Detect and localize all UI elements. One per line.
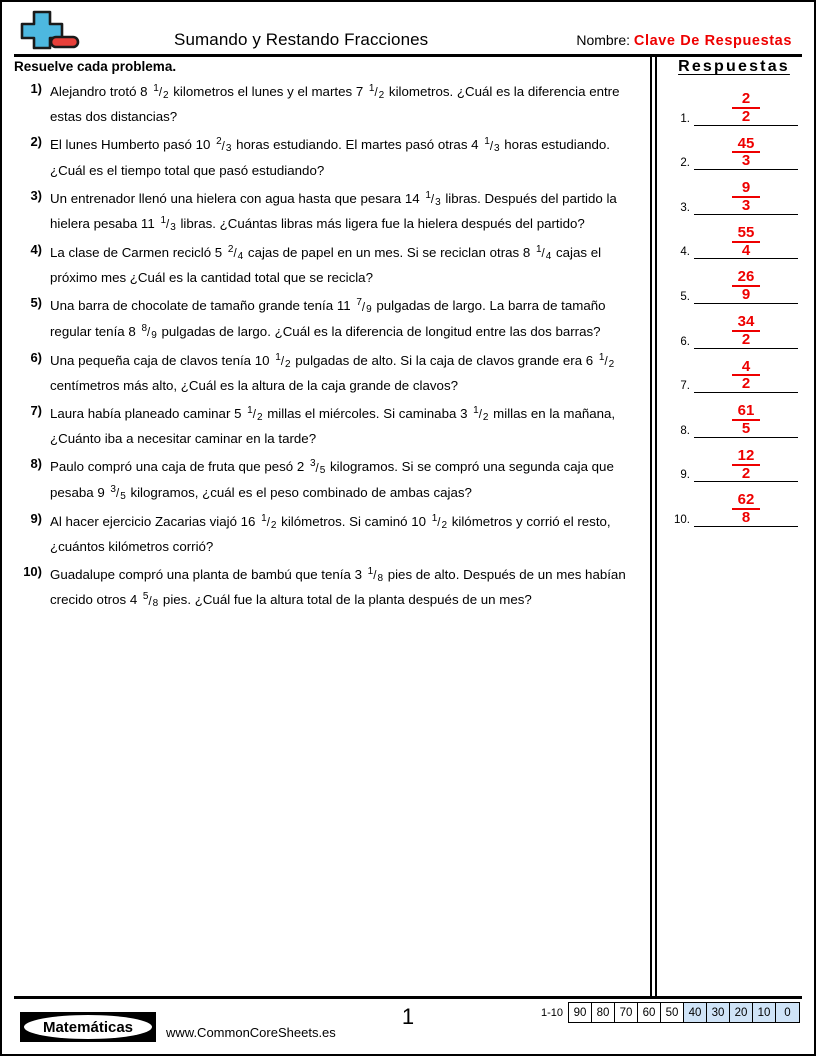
fraction: $^2$/3 — [216, 136, 232, 155]
answers-column — [658, 57, 814, 996]
score-cell[interactable]: 90 — [569, 1003, 592, 1022]
answer-index: 8. — [680, 424, 690, 437]
problem-text: Laura había planeado caminar 5 $^1$/2 millas el miércoles. Si caminaba 3 $^1$/2 millas en la mañana, ¿Cuánto iba a necesitar caminar en la tarde? — [50, 405, 616, 447]
problem-item — [14, 133, 640, 182]
answer-value — [694, 314, 798, 348]
fraction: $^1$/4 — [535, 244, 552, 263]
column-divider — [650, 57, 658, 996]
problem-item — [14, 241, 640, 290]
answer-denominator: 3 — [741, 152, 751, 170]
name-field — [576, 32, 800, 52]
score-cell[interactable]: 70 — [615, 1003, 638, 1022]
answer-list — [666, 81, 802, 527]
problem-number: 1) — [30, 81, 42, 96]
problem-number: 10) — [23, 564, 42, 580]
website-url: www.CommonCoreSheets.es — [166, 1024, 336, 1040]
plus-minus-icon — [16, 8, 82, 52]
problems-column — [2, 57, 650, 996]
answer-index: 9. — [680, 469, 690, 482]
fraction: $^1$/2 — [247, 405, 263, 424]
answer-value — [694, 492, 798, 526]
score-cell[interactable]: 20 — [730, 1003, 753, 1022]
problem-item — [14, 187, 640, 237]
answer-numerator: 61 — [732, 403, 760, 421]
problem-number: 4) — [30, 242, 42, 258]
fraction: $^1$/3 — [160, 214, 176, 233]
score-cell[interactable]: 40 — [684, 1003, 707, 1022]
answer-numerator: 2 — [732, 91, 760, 109]
problem-number: 8) — [30, 456, 42, 472]
problem-item — [14, 563, 640, 613]
score-cell[interactable]: 30 — [707, 1003, 730, 1022]
page-header — [2, 2, 814, 54]
answer-index: 3. — [680, 201, 690, 214]
name-value: Clave De Respuestas — [633, 33, 792, 49]
problem-item — [14, 402, 640, 451]
answer-value — [694, 136, 798, 170]
answer-row — [666, 259, 802, 304]
problem-number: 5) — [30, 295, 42, 311]
answer-value — [694, 91, 798, 125]
answer-row — [666, 304, 802, 349]
fraction: $^3$/5 — [110, 483, 126, 502]
answer-denominator: 2 — [741, 107, 751, 125]
fraction: $^8$/9 — [141, 322, 157, 341]
score-cell[interactable]: 60 — [638, 1003, 661, 1022]
problem-text: Guadalupe compró una planta de bambú que tenía 3 $^1$/8 pies de alto. Después de un mes habían crecido otros 4 $^5$/8 pies. ¿Cuál fue la altura total de la planta después de un mes? — [50, 566, 626, 610]
instructions: Resuelve cada problema. — [14, 59, 177, 74]
answer-denominator: 9 — [741, 286, 751, 304]
fraction: $^1$/3 — [425, 189, 441, 208]
problem-number: 3) — [30, 187, 42, 203]
answer-denominator: 2 — [741, 375, 751, 393]
score-cell[interactable]: 80 — [592, 1003, 615, 1022]
answer-value — [694, 403, 798, 437]
fraction: $^3$/5 — [309, 458, 326, 477]
answer-index: 4. — [680, 246, 690, 259]
answer-numerator: 12 — [732, 448, 760, 466]
answer-row — [666, 170, 802, 215]
score-cell[interactable]: 10 — [753, 1003, 776, 1022]
answer-numerator: 26 — [732, 269, 760, 287]
answer-value — [694, 225, 798, 259]
answer-index: 10. — [674, 513, 690, 526]
worksheet-body — [2, 57, 814, 996]
answer-value — [694, 448, 798, 482]
answer-numerator: 4 — [732, 359, 760, 377]
page-title: Sumando y Restando Fracciones — [174, 30, 429, 49]
answer-numerator: 34 — [732, 314, 760, 332]
fraction: $^1$/8 — [367, 566, 383, 585]
problem-text: El lunes Humberto pasó 10 $^2$/3 horas estudiando. El martes pasó otras 4 $^1$/3 horas estudiando. ¿Cuál es el tiempo total que pasó estudiando? — [50, 136, 610, 178]
problem-text: Un entrenador llenó una hielera con agua hasta que pesara 14 $^1$/3 libras. Después del partido la hielera pesaba 11 $^1$/3 libras. ¿Cuántas libras más ligera fue la hielera después del partido? — [50, 189, 617, 233]
name-label: Nombre: — [576, 32, 631, 48]
answer-index: 5. — [680, 290, 690, 303]
answer-row — [666, 349, 802, 394]
problem-item — [14, 349, 640, 398]
answers-title: Respuestas — [678, 58, 790, 75]
score-scale-label: 1-10 — [540, 1006, 563, 1019]
fraction: $^7$/9 — [356, 297, 372, 316]
fraction: $^1$/2 — [275, 351, 291, 370]
answer-denominator: 3 — [741, 197, 751, 215]
problem-text: Una barra de chocolate de tamaño grande tenía 11 $^7$/9 pulgadas de largo. La barra de tamaño regular tenía 8 $^8$/9 pulgadas de largo. ¿Cuál es la diferencia de longitud entre las dos barras? — [50, 297, 606, 341]
fraction: $^1$/2 — [153, 83, 169, 101]
score-cell[interactable]: 50 — [661, 1003, 684, 1022]
answer-value — [694, 269, 798, 303]
fraction: $^1$/2 — [368, 83, 385, 101]
problem-number: 9) — [30, 510, 42, 526]
fraction: $^1$/2 — [431, 512, 448, 531]
answer-value — [694, 180, 798, 214]
answer-index: 7. — [680, 380, 690, 393]
problem-item — [14, 80, 640, 129]
fraction: $^1$/2 — [261, 512, 277, 531]
answer-numerator: 45 — [732, 136, 760, 154]
problem-number: 6) — [30, 349, 42, 365]
answer-denominator: 2 — [741, 464, 751, 482]
answer-index: 2. — [680, 157, 690, 170]
answer-denominator: 4 — [741, 241, 751, 259]
answer-row — [666, 438, 802, 483]
problem-number: 2) — [30, 134, 42, 150]
answer-numerator: 9 — [732, 180, 760, 198]
problem-text: Una pequeña caja de clavos tenía 10 $^1$/2 pulgadas de alto. Si la caja de clavos grande era 6 $^1$/2 centímetros más alto, ¿Cuál es la altura de la caja grande de clavos? — [50, 351, 615, 393]
brand-logo — [20, 1012, 156, 1042]
problem-text: Alejandro trotó 8 $^1$/2 kilometros el lunes y el martes 7 $^1$/2 kilometros. ¿Cuál es la diferencia entre estas dos distancias? — [50, 83, 620, 125]
answer-row — [666, 81, 802, 126]
answer-denominator: 8 — [741, 509, 751, 527]
score-scale — [541, 1002, 800, 1023]
answer-numerator: 62 — [732, 492, 760, 510]
answer-value — [694, 359, 798, 393]
fraction: $^2$/4 — [227, 244, 244, 263]
fraction: $^1$/3 — [484, 136, 500, 155]
fraction: $^5$/8 — [142, 591, 159, 610]
problem-number: 7) — [30, 403, 42, 419]
problem-text: La clase de Carmen recicló 5 $^2$/4 cajas de papel en un mes. Si se reciclan otras 8 $^1$/4 cajas el próximo mes ¿Cuál es la cantidad total que se recicla? — [50, 244, 602, 286]
fraction: $^1$/2 — [473, 405, 489, 424]
fraction: $^1$/2 — [598, 351, 615, 370]
problem-text: Paulo compró una caja de fruta que pesó 2 $^3$/5 kilogramos. Si se compró una segunda caja que pesaba 9 $^3$/5 kilogramos, ¿cuál es el peso combinado de ambas cajas? — [50, 458, 614, 502]
problem-item — [14, 294, 640, 344]
page-footer — [2, 996, 814, 1054]
answer-index: 6. — [680, 335, 690, 348]
score-scale-cells — [568, 1002, 800, 1023]
problem-item — [14, 455, 640, 505]
answer-row — [666, 215, 802, 260]
brand-label: Matemáticas — [24, 1015, 152, 1039]
answer-row — [666, 126, 802, 171]
answer-index: 1. — [680, 112, 690, 125]
answer-row — [666, 393, 802, 438]
problem-text: Al hacer ejercicio Zacarias viajó 16 $^1$/2 kilómetros. Si caminó 10 $^1$/2 kilómetros y corrió el resto, ¿cuántos kilómetros corrió? — [50, 512, 611, 554]
problem-item — [14, 510, 640, 559]
score-cell[interactable]: 0 — [776, 1003, 799, 1022]
answer-numerator: 55 — [732, 225, 760, 243]
page-number: 1 — [401, 1004, 415, 1029]
answer-denominator: 5 — [741, 420, 751, 437]
answer-denominator: 2 — [741, 330, 751, 348]
problem-list — [14, 76, 640, 614]
answer-row — [666, 482, 802, 527]
